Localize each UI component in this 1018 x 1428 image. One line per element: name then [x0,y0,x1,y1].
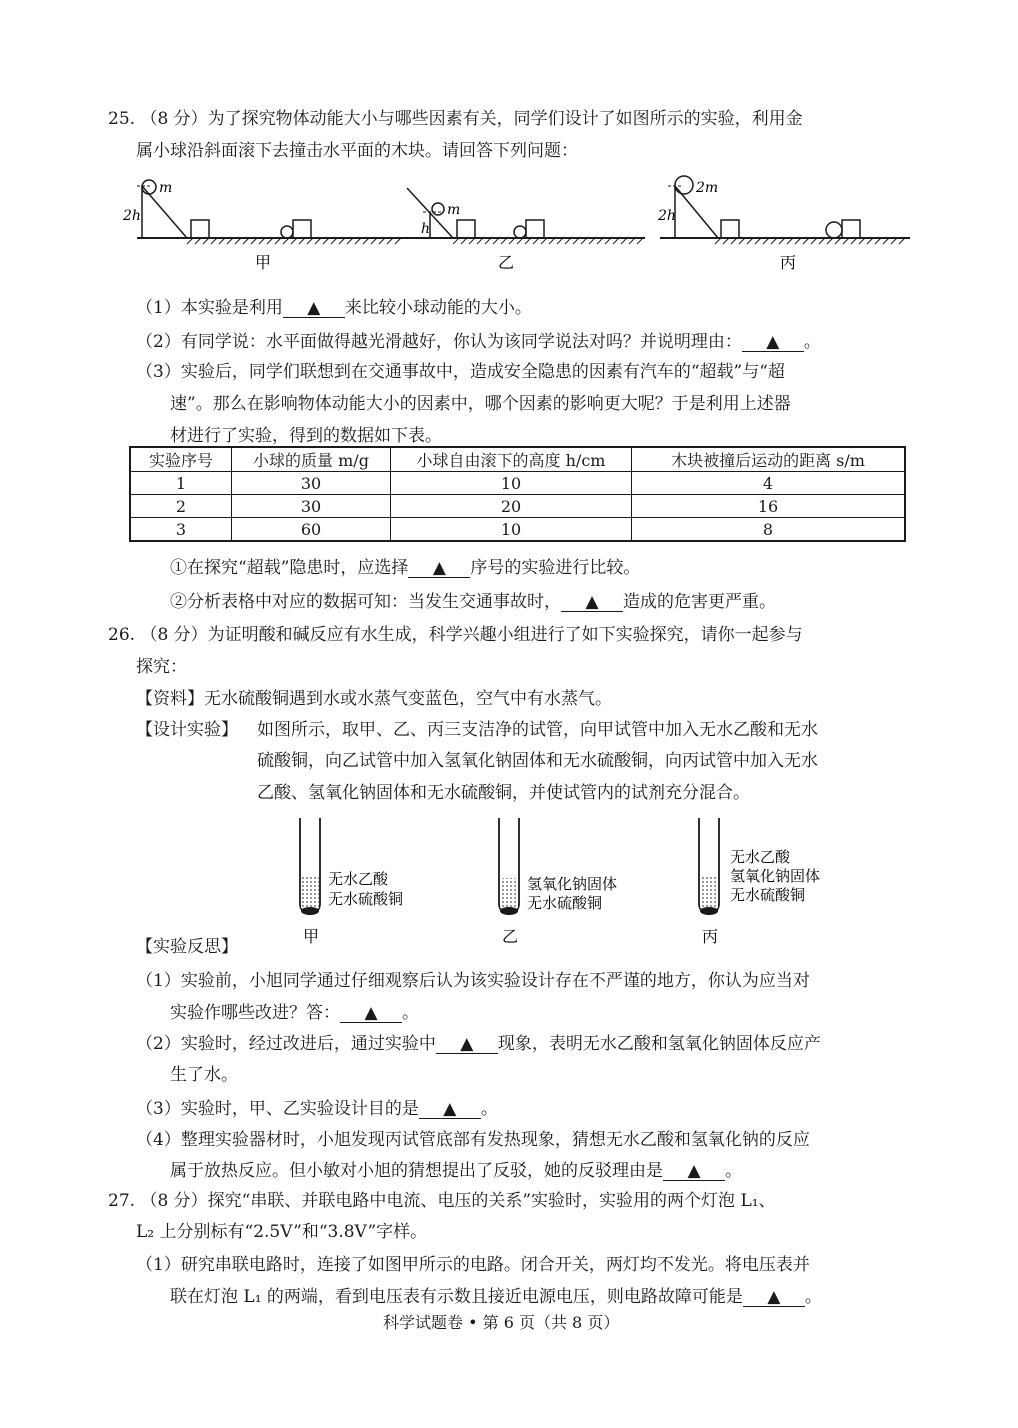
label-yi: 乙 [498,253,515,272]
test-tubes-figure [290,816,850,950]
q25-sub1: （1）本实验是利用 ▲ 来比较小球动能的大小。 [136,298,532,318]
page-footer: 科学试题卷 • 第 6 页（共 8 页） [383,1313,620,1332]
tube-name-jia: 甲 [303,927,320,946]
tube-yi [499,818,519,915]
tube-bing [699,818,719,915]
q26-r2-line2: 生了水。 [170,1065,238,1085]
q26-ziliao: 【资料】无水硫酸铜遇到水或水蒸气变蓝色，空气中有水蒸气。 [136,689,612,709]
figure-yi [400,188,645,272]
answer-blank: ▲ [663,1163,725,1181]
q26-r2-line1: （2）实验时，经过改进后，通过实验中 ▲ 现象，表明无水乙酸和氢氧化钠固体反应产 [136,1034,821,1054]
answer-blank: ▲ [561,594,623,612]
tube-jia [300,818,320,915]
figure-jia [122,180,407,272]
table-row [130,518,905,542]
label-2h-jia: 2h [123,208,141,224]
kinetic-energy-figure [115,172,915,280]
table-cell: 30 [232,495,391,518]
tube-name-bing: 丙 [702,927,719,946]
answer-blank: ▲ [283,300,345,318]
table-cell: 2 [130,495,232,518]
q26-header-line1: 26. （8 分）为证明酸和碱反应有水生成，科学兴趣小组进行了如下实验探究，请你一起参与 [108,625,803,645]
table-header-row [130,447,905,472]
q25-data-table [129,446,906,542]
q27-sub1-line1: （1）研究串联电路时，连接了如图甲所示的电路。闭合开关，两灯均不发光。将电压表并 [136,1255,810,1275]
q26-sheji-line3: 乙酸、氢氧化钠固体和无水硫酸铜，并使试管内的试剂充分混合。 [257,783,750,803]
label-h-yi: h [421,221,431,237]
table-cell: 16 [632,495,906,518]
q26-sheji-line2: 硫酸铜，向乙试管中加入氢氧化钠固体和无水硫酸铜，向丙试管中加入无水 [257,751,818,771]
tube-bing-label-1: 无水乙酸 [730,848,791,866]
table-cell: 10 [391,472,632,495]
q25-header-line1: 25. （8 分）为了探究物体动能大小与哪些因素有关，同学们设计了如图所示的实验，利用金 [108,109,803,129]
label-m-jia: m [159,180,173,196]
label-m-yi: m [447,202,461,218]
q26-header-line2: 探究： [136,657,187,677]
table-header-cell: 小球自由滚下的高度 h/cm [391,447,632,472]
table-header-cell: 小球的质量 m/g [232,447,391,472]
table-cell: 4 [632,472,906,495]
table-row [130,472,905,495]
q26-r1-line2: 实验作哪些改进？答： ▲ 。 [170,1003,419,1023]
q27-sub1-line2: 联在灯泡 L₁ 的两端，看到电压表有示数且接近电源电压，则电路故障可能是 ▲ 。 [170,1287,822,1307]
table-header-cell: 木块被撞后运动的距离 s/m [632,447,906,472]
q26-r4-line1: （4）整理实验器材时，小旭发现丙试管底部有发热现象，猜想无水乙酸和氢氧化钠的反应 [136,1130,810,1150]
q25-sub2: （2）有同学说：水平面做得越光滑越好，你认为该同学说法对吗？并说明理由： ▲ 。 [136,332,821,352]
q25-sub3-line1: （3）实验后，同学们联想到在交通事故中，造成安全隐患的因素有汽车的“超载”与“超 [136,362,785,382]
tube-yi-label-2: 无水硫酸铜 [527,894,603,912]
answer-blank: ▲ [743,1289,805,1307]
table-cell: 30 [232,472,391,495]
tube-bing-label-3: 无水硫酸铜 [730,886,806,904]
table-cell: 20 [391,495,632,518]
q27-header-line1: 27. （8 分）探究“串联、并联电路中电流、电压的关系”实验时，实验用的两个灯泡 L₁、 [108,1191,776,1211]
tube-jia-label-2: 无水硫酸铜 [328,890,404,908]
q25-sub3-line2: 速”。那么在影响物体动能大小的因素中，哪个因素的影响更大呢？于是利用上述器 [170,394,791,414]
label-bing: 丙 [780,253,797,272]
table-row [130,495,905,518]
q27-header-line2: L₂ 上分别标有“2.5V”和“3.8V”字样。 [136,1222,428,1242]
q26-fansi: 【实验反思】 [136,937,238,957]
tube-jia-label-1: 无水乙酸 [328,870,389,888]
q25-circ1: ①在探究“超载”隐患时，应选择 ▲ 序号的实验进行比较。 [170,558,641,578]
table-cell: 1 [130,472,232,495]
tube-name-yi: 乙 [502,927,519,946]
table-cell: 60 [232,518,391,542]
answer-blank: ▲ [419,1101,481,1119]
answer-blank: ▲ [742,334,804,352]
answer-blank: ▲ [408,560,470,578]
q26-sheji-line1: 如图所示，取甲、乙、丙三支洁净的试管，向甲试管中加入无水乙酸和无水 [257,720,818,740]
table-cell: 3 [130,518,232,542]
table-header-cell: 实验序号 [130,447,232,472]
q26-r1-line1: （1）实验前，小旭同学通过仔细观察后认为该实验设计存在不严谨的地方，你认为应当对 [136,971,810,991]
q25-header-line2: 属小球沿斜面滚下去撞击水平面的木块。请回答下列问题： [136,141,578,161]
q26-r4-line2: 属于放热反应。但小敏对小旭的猜想提出了反驳，她的反驳理由是 ▲ 。 [170,1161,742,1181]
answer-blank: ▲ [436,1036,498,1054]
q25-circ2: ②分析表格中对应的数据可知：当发生交通事故时， ▲ 造成的危害更严重。 [170,592,776,612]
label-2m-bing: 2m [696,180,719,196]
tube-bing-label-2: 氢氧化钠固体 [730,867,821,885]
tube-yi-label-1: 氢氧化钠固体 [527,875,618,893]
figure-bing [657,176,910,272]
table-cell: 8 [632,518,906,542]
table-cell: 10 [391,518,632,542]
answer-blank: ▲ [340,1005,402,1023]
q26-r3: （3）实验时，甲、乙实验设计目的是 ▲ 。 [136,1099,498,1119]
label-2h-bing: 2h [658,208,676,224]
q26-sheji-tag: 【设计实验】 [136,720,238,740]
label-jia: 甲 [255,253,272,272]
q25-sub3-line3: 材进行了实验，得到的数据如下表。 [170,426,442,446]
